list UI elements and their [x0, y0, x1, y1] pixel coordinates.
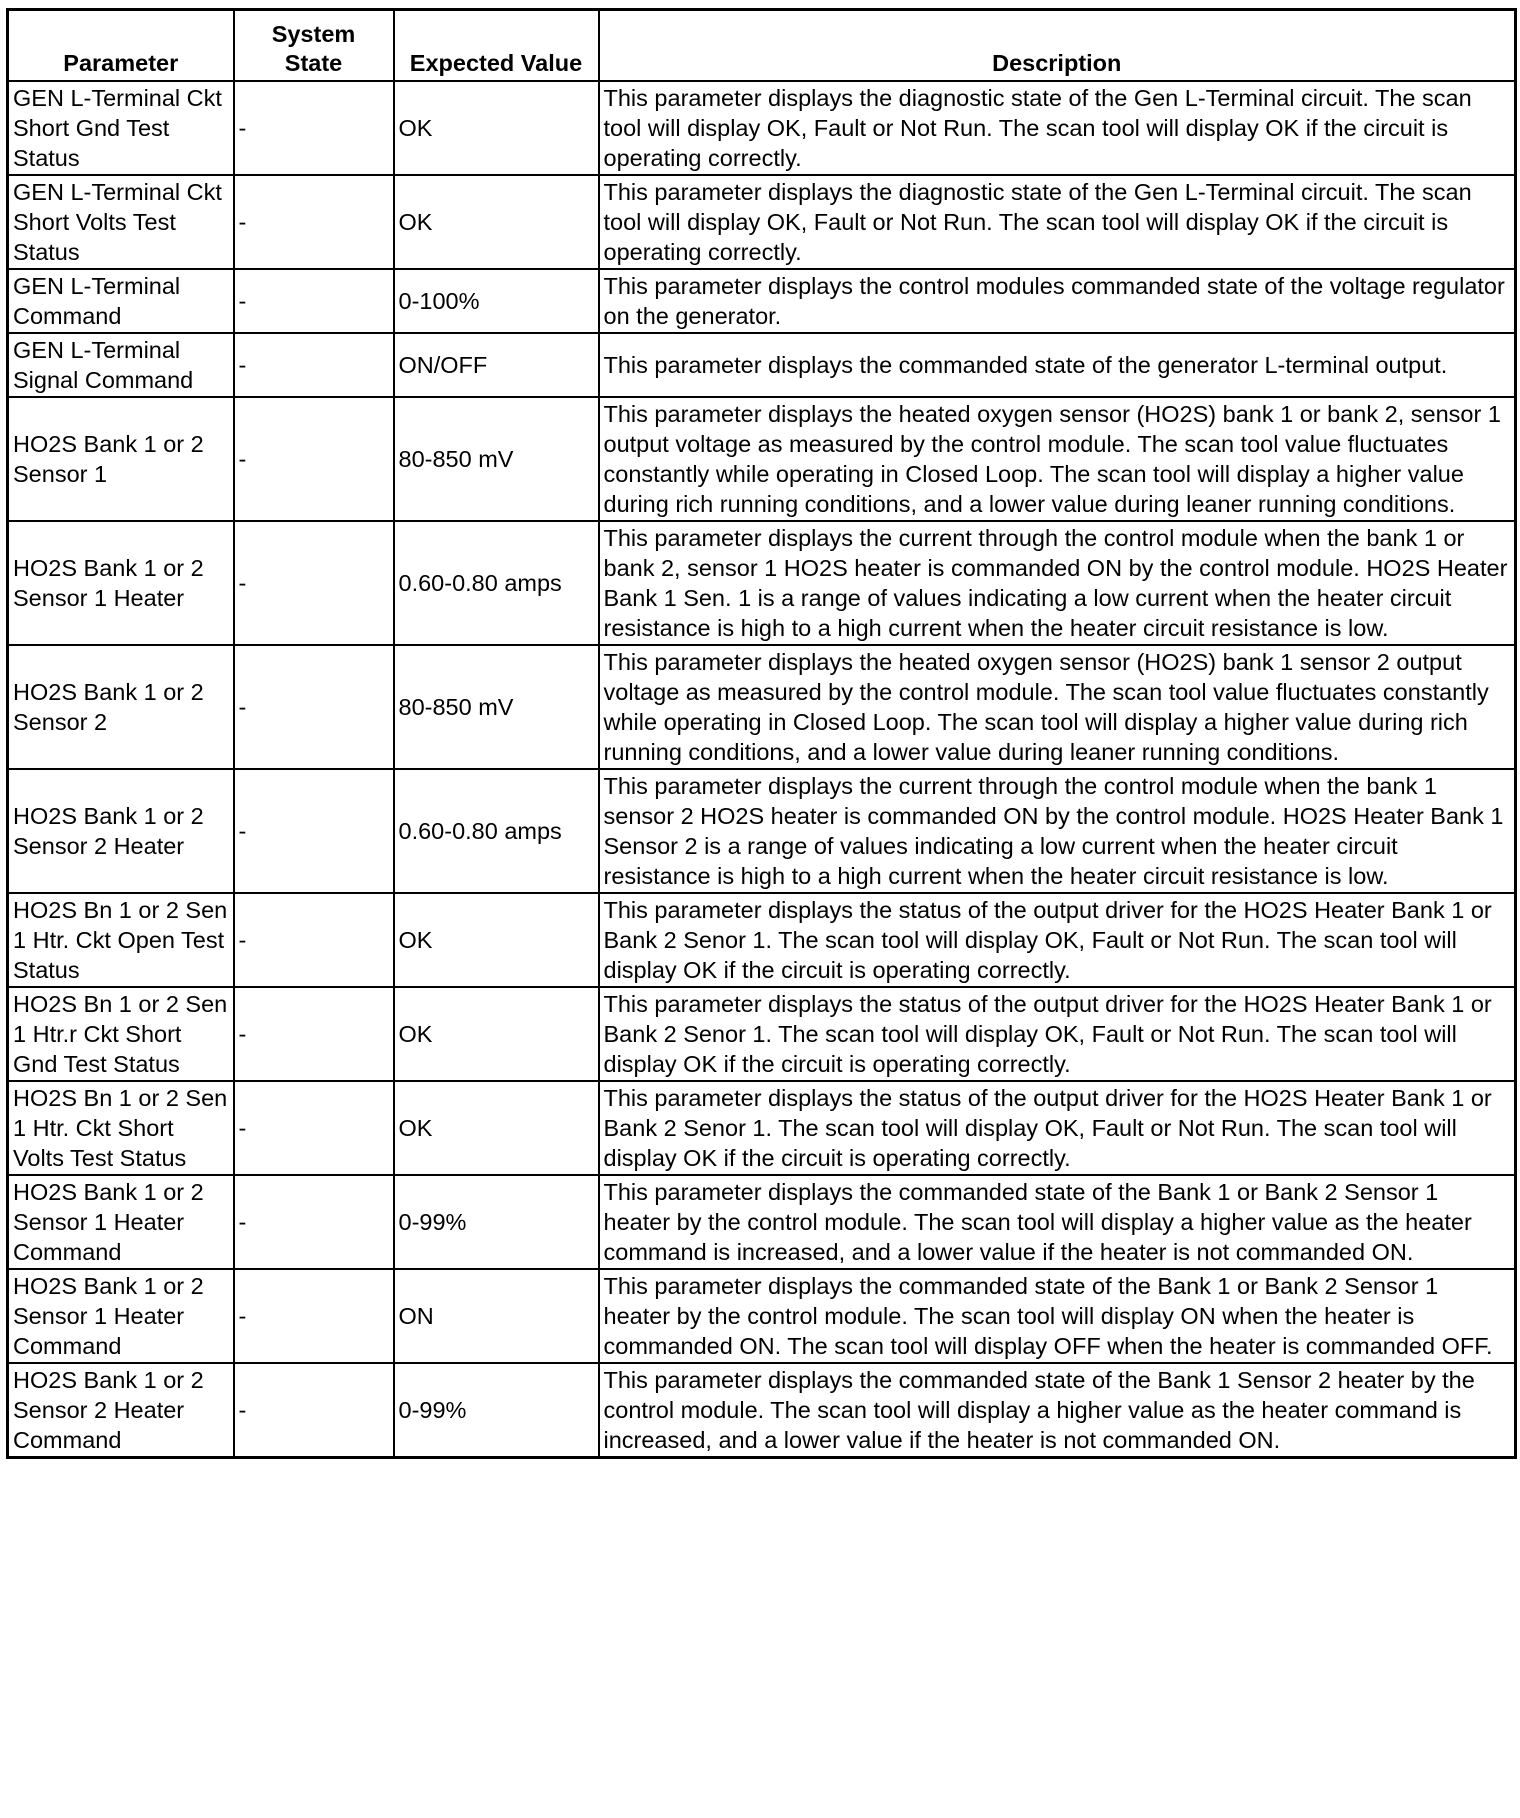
- cell-parameter: HO2S Bank 1 or 2 Sensor 1 Heater Command: [8, 1175, 234, 1269]
- header-parameter: Parameter: [8, 10, 234, 82]
- cell-description: This parameter displays the diagnostic state of the Gen L-Terminal circuit. The scan tool will display OK, Fault or Not Run. The scan tool will display OK if the circuit is operating correctly.: [599, 175, 1516, 269]
- cell-description: This parameter displays the current through the control module when the bank 1 sensor 2 HO2S heater is commanded ON by the control module. HO2S Heater Bank 1 Sensor 2 is a range of values indicating a low current when the heater circuit resistance is high to a high current when the heater circuit resistance is low.: [599, 769, 1516, 893]
- cell-system-state: -: [234, 269, 394, 333]
- table-row: [8, 81, 1516, 175]
- cell-parameter: HO2S Bank 1 or 2 Sensor 2 Heater: [8, 769, 234, 893]
- cell-expected-value: 80-850 mV: [394, 645, 599, 769]
- cell-expected-value: 0-99%: [394, 1363, 599, 1458]
- cell-expected-value: OK: [394, 81, 599, 175]
- header-expected-value: Expected Value: [394, 10, 599, 82]
- table-row: [8, 521, 1516, 645]
- table-row: [8, 1081, 1516, 1175]
- cell-parameter: HO2S Bn 1 or 2 Sen 1 Htr.r Ckt Short Gnd Test Status: [8, 987, 234, 1081]
- table-row: [8, 269, 1516, 333]
- cell-expected-value: OK: [394, 987, 599, 1081]
- cell-system-state: -: [234, 175, 394, 269]
- parameter-table: [6, 8, 1517, 1459]
- table-row: [8, 987, 1516, 1081]
- cell-description: This parameter displays the commanded state of the generator L-terminal output.: [599, 333, 1516, 397]
- cell-parameter: GEN L-Terminal Signal Command: [8, 333, 234, 397]
- cell-parameter: HO2S Bank 1 or 2 Sensor 1 Heater: [8, 521, 234, 645]
- table-row: [8, 769, 1516, 893]
- table-row: [8, 645, 1516, 769]
- cell-description: This parameter displays the heated oxygen sensor (HO2S) bank 1 or bank 2, sensor 1 output voltage as measured by the control module. The scan tool value fluctuates constantly while operating in Closed Loop. The scan tool will display a higher value during rich running conditions, and a lower value during leaner running conditions.: [599, 397, 1516, 521]
- cell-description: This parameter displays the commanded state of the Bank 1 or Bank 2 Sensor 1 heater by the control module. The scan tool will display ON when the heater is commanded ON. The scan tool will display OFF when the heater is commanded OFF.: [599, 1269, 1516, 1363]
- cell-description: This parameter displays the diagnostic state of the Gen L-Terminal circuit. The scan tool will display OK, Fault or Not Run. The scan tool will display OK if the circuit is operating correctly.: [599, 81, 1516, 175]
- cell-expected-value: ON/OFF: [394, 333, 599, 397]
- cell-description: This parameter displays the commanded state of the Bank 1 Sensor 2 heater by the control module. The scan tool will display a higher value as the heater command is increased, and a lower value if the heater is not commanded ON.: [599, 1363, 1516, 1458]
- cell-parameter: GEN L-Terminal Ckt Short Gnd Test Status: [8, 81, 234, 175]
- cell-description: This parameter displays the current through the control module when the bank 1 or bank 2, sensor 1 HO2S heater is commanded ON by the control module. HO2S Heater Bank 1 Sen. 1 is a range of values indicating a low current when the heater circuit resistance is high to a high current when the heater circuit resistance is low.: [599, 521, 1516, 645]
- cell-system-state: -: [234, 1269, 394, 1363]
- cell-system-state: -: [234, 645, 394, 769]
- cell-expected-value: 0-99%: [394, 1175, 599, 1269]
- cell-expected-value: OK: [394, 893, 599, 987]
- header-description: Description: [599, 10, 1516, 82]
- cell-system-state: -: [234, 987, 394, 1081]
- cell-expected-value: OK: [394, 175, 599, 269]
- cell-description: This parameter displays the status of the output driver for the HO2S Heater Bank 1 or Bank 2 Senor 1. The scan tool will display OK, Fault or Not Run. The scan tool will display OK if the circuit is operating correctly.: [599, 987, 1516, 1081]
- table-row: [8, 397, 1516, 521]
- cell-system-state: -: [234, 81, 394, 175]
- table-row: [8, 1363, 1516, 1458]
- parameter-table-container: [6, 8, 1514, 1459]
- cell-parameter: HO2S Bank 1 or 2 Sensor 2: [8, 645, 234, 769]
- table-row: [8, 893, 1516, 987]
- cell-parameter: HO2S Bank 1 or 2 Sensor 1 Heater Command: [8, 1269, 234, 1363]
- table-body: [8, 81, 1516, 1458]
- table-row: [8, 333, 1516, 397]
- cell-description: This parameter displays the status of the output driver for the HO2S Heater Bank 1 or Bank 2 Senor 1. The scan tool will display OK, Fault or Not Run. The scan tool will display OK if the circuit is operating correctly.: [599, 1081, 1516, 1175]
- cell-system-state: -: [234, 893, 394, 987]
- cell-expected-value: 80-850 mV: [394, 397, 599, 521]
- cell-expected-value: OK: [394, 1081, 599, 1175]
- cell-parameter: GEN L-Terminal Ckt Short Volts Test Status: [8, 175, 234, 269]
- cell-system-state: -: [234, 397, 394, 521]
- cell-description: This parameter displays the status of the output driver for the HO2S Heater Bank 1 or Bank 2 Senor 1. The scan tool will display OK, Fault or Not Run. The scan tool will display OK if the circuit is operating correctly.: [599, 893, 1516, 987]
- cell-expected-value: 0.60-0.80 amps: [394, 769, 599, 893]
- cell-system-state: -: [234, 1175, 394, 1269]
- table-row: [8, 1269, 1516, 1363]
- cell-system-state: -: [234, 1081, 394, 1175]
- cell-expected-value: 0.60-0.80 amps: [394, 521, 599, 645]
- cell-parameter: HO2S Bank 1 or 2 Sensor 2 Heater Command: [8, 1363, 234, 1458]
- cell-description: This parameter displays the commanded state of the Bank 1 or Bank 2 Sensor 1 heater by the control module. The scan tool will display a higher value as the heater command is increased, and a lower value if the heater is not commanded ON.: [599, 1175, 1516, 1269]
- table-row: [8, 1175, 1516, 1269]
- cell-system-state: -: [234, 1363, 394, 1458]
- cell-expected-value: ON: [394, 1269, 599, 1363]
- cell-expected-value: 0-100%: [394, 269, 599, 333]
- cell-parameter: HO2S Bank 1 or 2 Sensor 1: [8, 397, 234, 521]
- table-row: [8, 175, 1516, 269]
- cell-parameter: HO2S Bn 1 or 2 Sen 1 Htr. Ckt Open Test Status: [8, 893, 234, 987]
- header-row: [8, 10, 1516, 82]
- cell-system-state: -: [234, 769, 394, 893]
- cell-description: This parameter displays the heated oxygen sensor (HO2S) bank 1 sensor 2 output voltage as measured by the control module. The scan tool value fluctuates constantly while operating in Closed Loop. The scan tool will display a higher value during rich running conditions, and a lower value during leaner running conditions.: [599, 645, 1516, 769]
- cell-system-state: -: [234, 333, 394, 397]
- cell-system-state: -: [234, 521, 394, 645]
- header-system-state: System State: [234, 10, 394, 82]
- cell-description: This parameter displays the control modules commanded state of the voltage regulator on the generator.: [599, 269, 1516, 333]
- cell-parameter: GEN L-Terminal Command: [8, 269, 234, 333]
- cell-parameter: HO2S Bn 1 or 2 Sen 1 Htr. Ckt Short Volts Test Status: [8, 1081, 234, 1175]
